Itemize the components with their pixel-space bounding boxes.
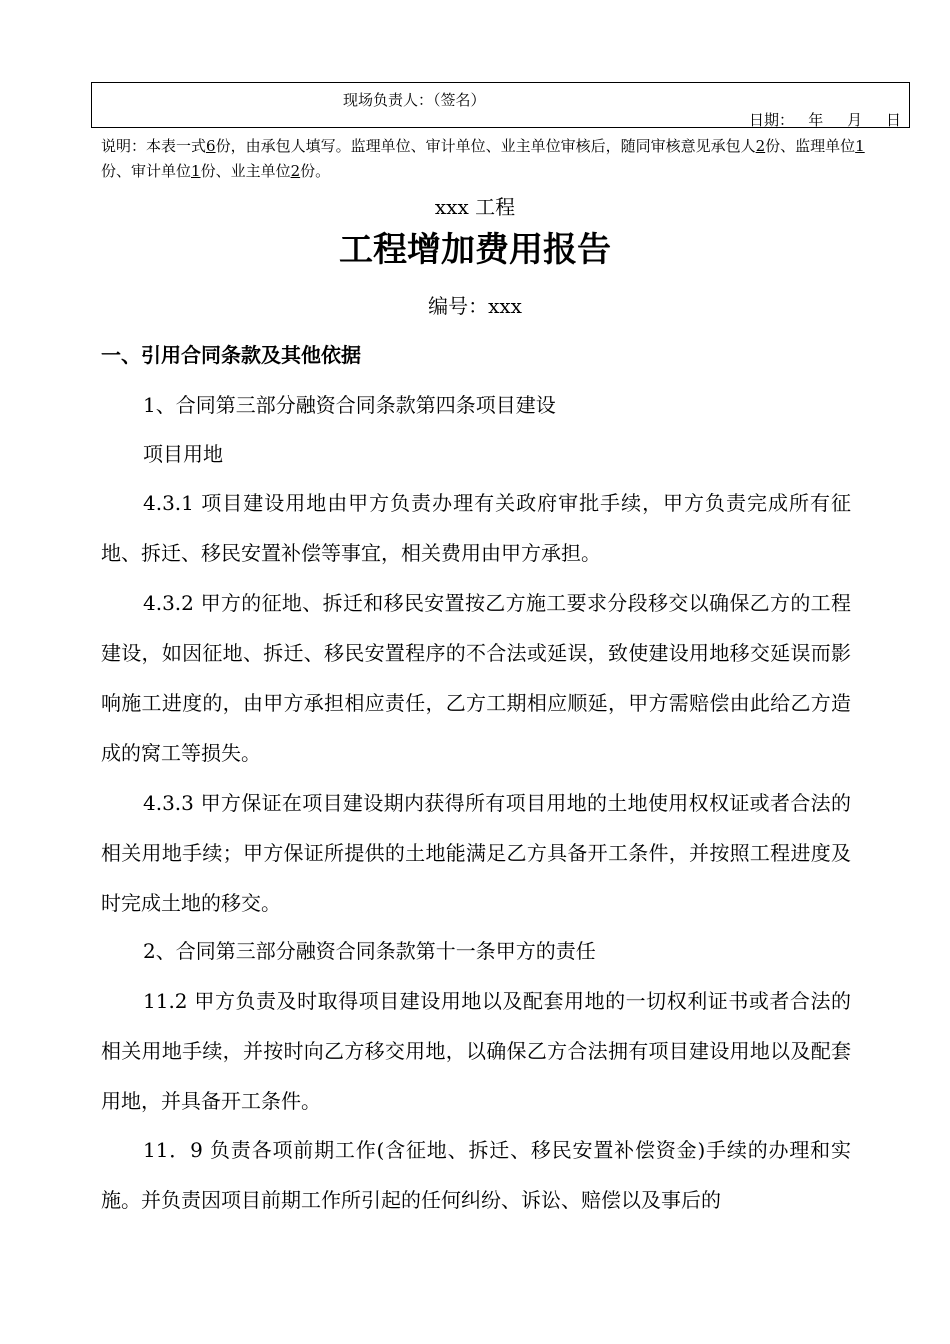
paragraph-land-heading: 项目用地 [143, 442, 223, 466]
note-text: 份，由承包人填写。监理单位、审计单位、业主单位审核后，随同审核意见承包人 [215, 137, 756, 155]
note-text: 份、监理单位 [765, 137, 856, 155]
paragraph-11-9: 11．9 负责各项前期工作(含征地、拆迁、移民安置补偿资金)手续的办理和实施。并负责因项目前期工作所引起的任何纠纷、诉讼、赔偿以及事后的 [101, 1138, 851, 1212]
report-serial: 编号：xxx [428, 294, 522, 318]
paragraph-4-3-1: 4.3.1 项目建设用地由甲方负责办理有关政府审批手续，甲方负责完成所有征地、拆迁、移民安置补偿等事宜，相关费用由甲方承担。 [101, 491, 851, 565]
note-text: 份、业主单位 [200, 162, 291, 180]
note-count: 1 [855, 137, 865, 155]
signature-label: 现场负责人：（签名） [343, 91, 486, 109]
note-text: 份、审计单位 [101, 162, 192, 180]
signature-date: 日期： 年 月 日 [749, 111, 901, 129]
paragraph-4-3-2: 4.3.2 甲方的征地、拆迁和移民安置按乙方施工要求分段移交以确保乙方的工程建设，如因征地、拆迁、移民安置程序的不合法或延误，致使建设用地移交延误而影响施工进度的，由甲方承担相应责任，乙方工期相应顺延，甲方需赔偿由此给乙方造成的窝工等损失。 [101, 591, 851, 765]
form-note [101, 134, 871, 184]
section-heading: 一、引用合同条款及其他依据 [101, 343, 361, 367]
paragraph-4-3-3: 4.3.3 甲方保证在项目建设期内获得所有项目用地的土地使用权权证或者合法的相关用地手续；甲方保证所提供的土地能满足乙方具备开工条件，并按照工程进度及时完成土地的移交。 [101, 791, 851, 915]
paragraph-clause-ref-1: 1、合同第三部分融资合同条款第四条项目建设 [143, 393, 556, 417]
paragraph-11-2: 11.2 甲方负责及时取得项目建设用地以及配套用地的一切权利证书或者合法的相关用地手续，并按时向乙方移交用地，以确保乙方合法拥有项目建设用地以及配套用地，并具备开工条件。 [101, 989, 851, 1113]
project-name: xxx 工程 [434, 195, 516, 219]
note-text: 份。 [300, 162, 331, 180]
note-count: 6 [206, 137, 216, 155]
note-count: 2 [755, 137, 766, 155]
note-count: 1 [191, 162, 201, 180]
paragraph-clause-ref-2: 2、合同第三部分融资合同条款第十一条甲方的责任 [143, 939, 596, 963]
note-count: 2 [290, 162, 301, 180]
note-text: 说明：本表一式 [101, 137, 207, 155]
report-title: 工程增加费用报告 [339, 230, 611, 270]
signature-box [91, 82, 910, 128]
